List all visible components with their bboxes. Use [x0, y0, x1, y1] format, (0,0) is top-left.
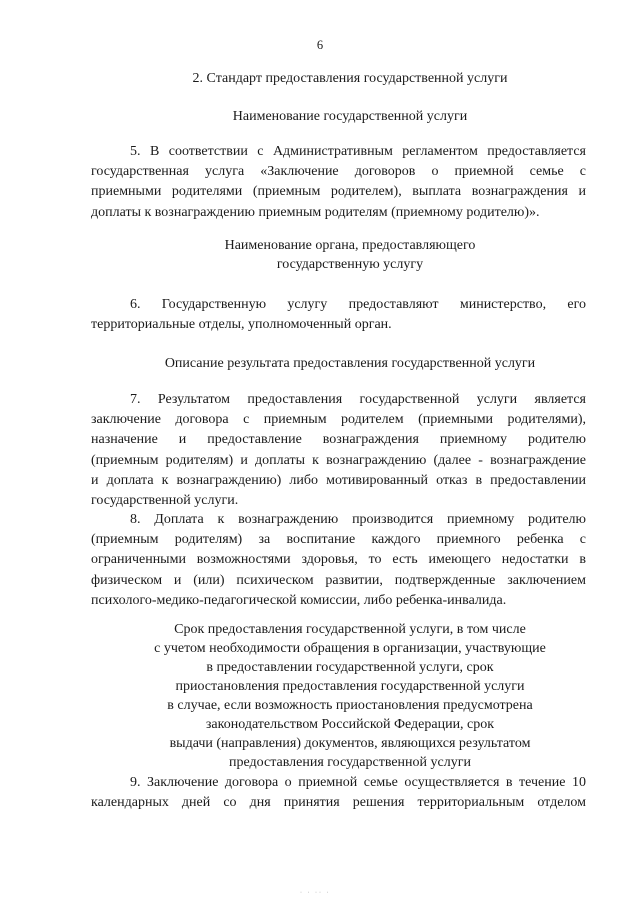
- paragraph-line: и доплата к вознаграждению) либо мотивированный отказ в предоставлении: [91, 472, 586, 488]
- section-title: 2. Стандарт предоставления государственной услуги: [192, 71, 508, 86]
- paragraph-7: [91, 390, 586, 511]
- paragraph-8: [91, 510, 586, 611]
- heading-line: приостановления предоставления государственной услуги: [175, 679, 525, 694]
- heading-organ: [60, 236, 640, 274]
- heading-line: с учетом необходимости обращения в организации, участвующие: [154, 641, 546, 656]
- paragraph-line: (приемным родителям) за воспитание каждого приемного ребенка с: [91, 532, 586, 548]
- paragraph-line: заключение договора с приемным родителем (приемными родителями),: [91, 412, 586, 428]
- paragraph-line: 5. В соответствии с Административным регламентом предоставляется: [130, 144, 586, 159]
- heading-line: государственную услугу: [276, 257, 424, 272]
- paragraph-line: доплаты к вознаграждению приемным родителям (приемному родителю)».: [91, 204, 540, 220]
- paragraph-line: 8. Доплата к вознаграждению производится приемному родителю: [130, 512, 586, 527]
- paragraph-line: (приемным родителям) и доплаты к вознаграждению (далее - вознаграждение: [91, 452, 586, 468]
- paragraph-line: 9. Заключение договора о приемной семье осуществляется в течение 10: [130, 775, 586, 790]
- paragraph-line: государственная услуга «Заключение договоров о приемной семье с: [91, 164, 586, 180]
- paragraph-line: 6. Государственную услугу предоставляют министерство, его: [130, 297, 586, 312]
- heading-line: законодательством Российской Федерации, срок: [205, 717, 495, 732]
- heading-result: Описание результата предоставления государственной услуги: [164, 356, 536, 371]
- heading-service-name: Наименование государственной услуги: [232, 109, 468, 124]
- paragraph-line: назначение и предоставление вознаграждения приемному родителю: [91, 432, 586, 448]
- paragraph-5: [91, 142, 586, 223]
- heading-line: Наименование органа, предоставляющего: [224, 238, 476, 253]
- heading-term: [60, 620, 640, 772]
- paragraph-9: [91, 773, 586, 813]
- paragraph-line: календарных дней со дня принятия решения территориальным отделом: [91, 795, 586, 811]
- scan-specks: · · ·· ·: [300, 890, 331, 896]
- paragraph-line: 7. Результатом предоставления государственной услуги является: [130, 392, 586, 407]
- page-number: 6: [316, 38, 324, 52]
- heading-line: в предоставлении государственной услуги, срок: [206, 660, 494, 675]
- heading-line: Срок предоставления государственной услуги, в том числе: [174, 622, 526, 637]
- paragraph-line: физическом и (или) психическом развитии, подтвержденные заключением: [91, 572, 586, 588]
- paragraph-line: государственной услуги.: [91, 493, 239, 509]
- paragraph-line: психолого-медико-педагогической комиссии, либо ребенка-инвалида.: [91, 592, 507, 608]
- heading-line: выдачи (направления) документов, являющихся результатом: [169, 736, 531, 751]
- paragraph-line: территориальные отделы, уполномоченный орган.: [91, 317, 392, 333]
- paragraph-line: ограниченными возможностями здоровья, то есть имеющего недостатки в: [91, 552, 586, 568]
- heading-line: в случае, если возможность приостановления предусмотрена: [167, 698, 533, 713]
- heading-line: предоставления государственной услуги: [229, 755, 471, 770]
- paragraph-line: приемными родителями (приемным родителем), выплата вознаграждения и: [91, 184, 586, 200]
- paragraph-6: [91, 295, 586, 335]
